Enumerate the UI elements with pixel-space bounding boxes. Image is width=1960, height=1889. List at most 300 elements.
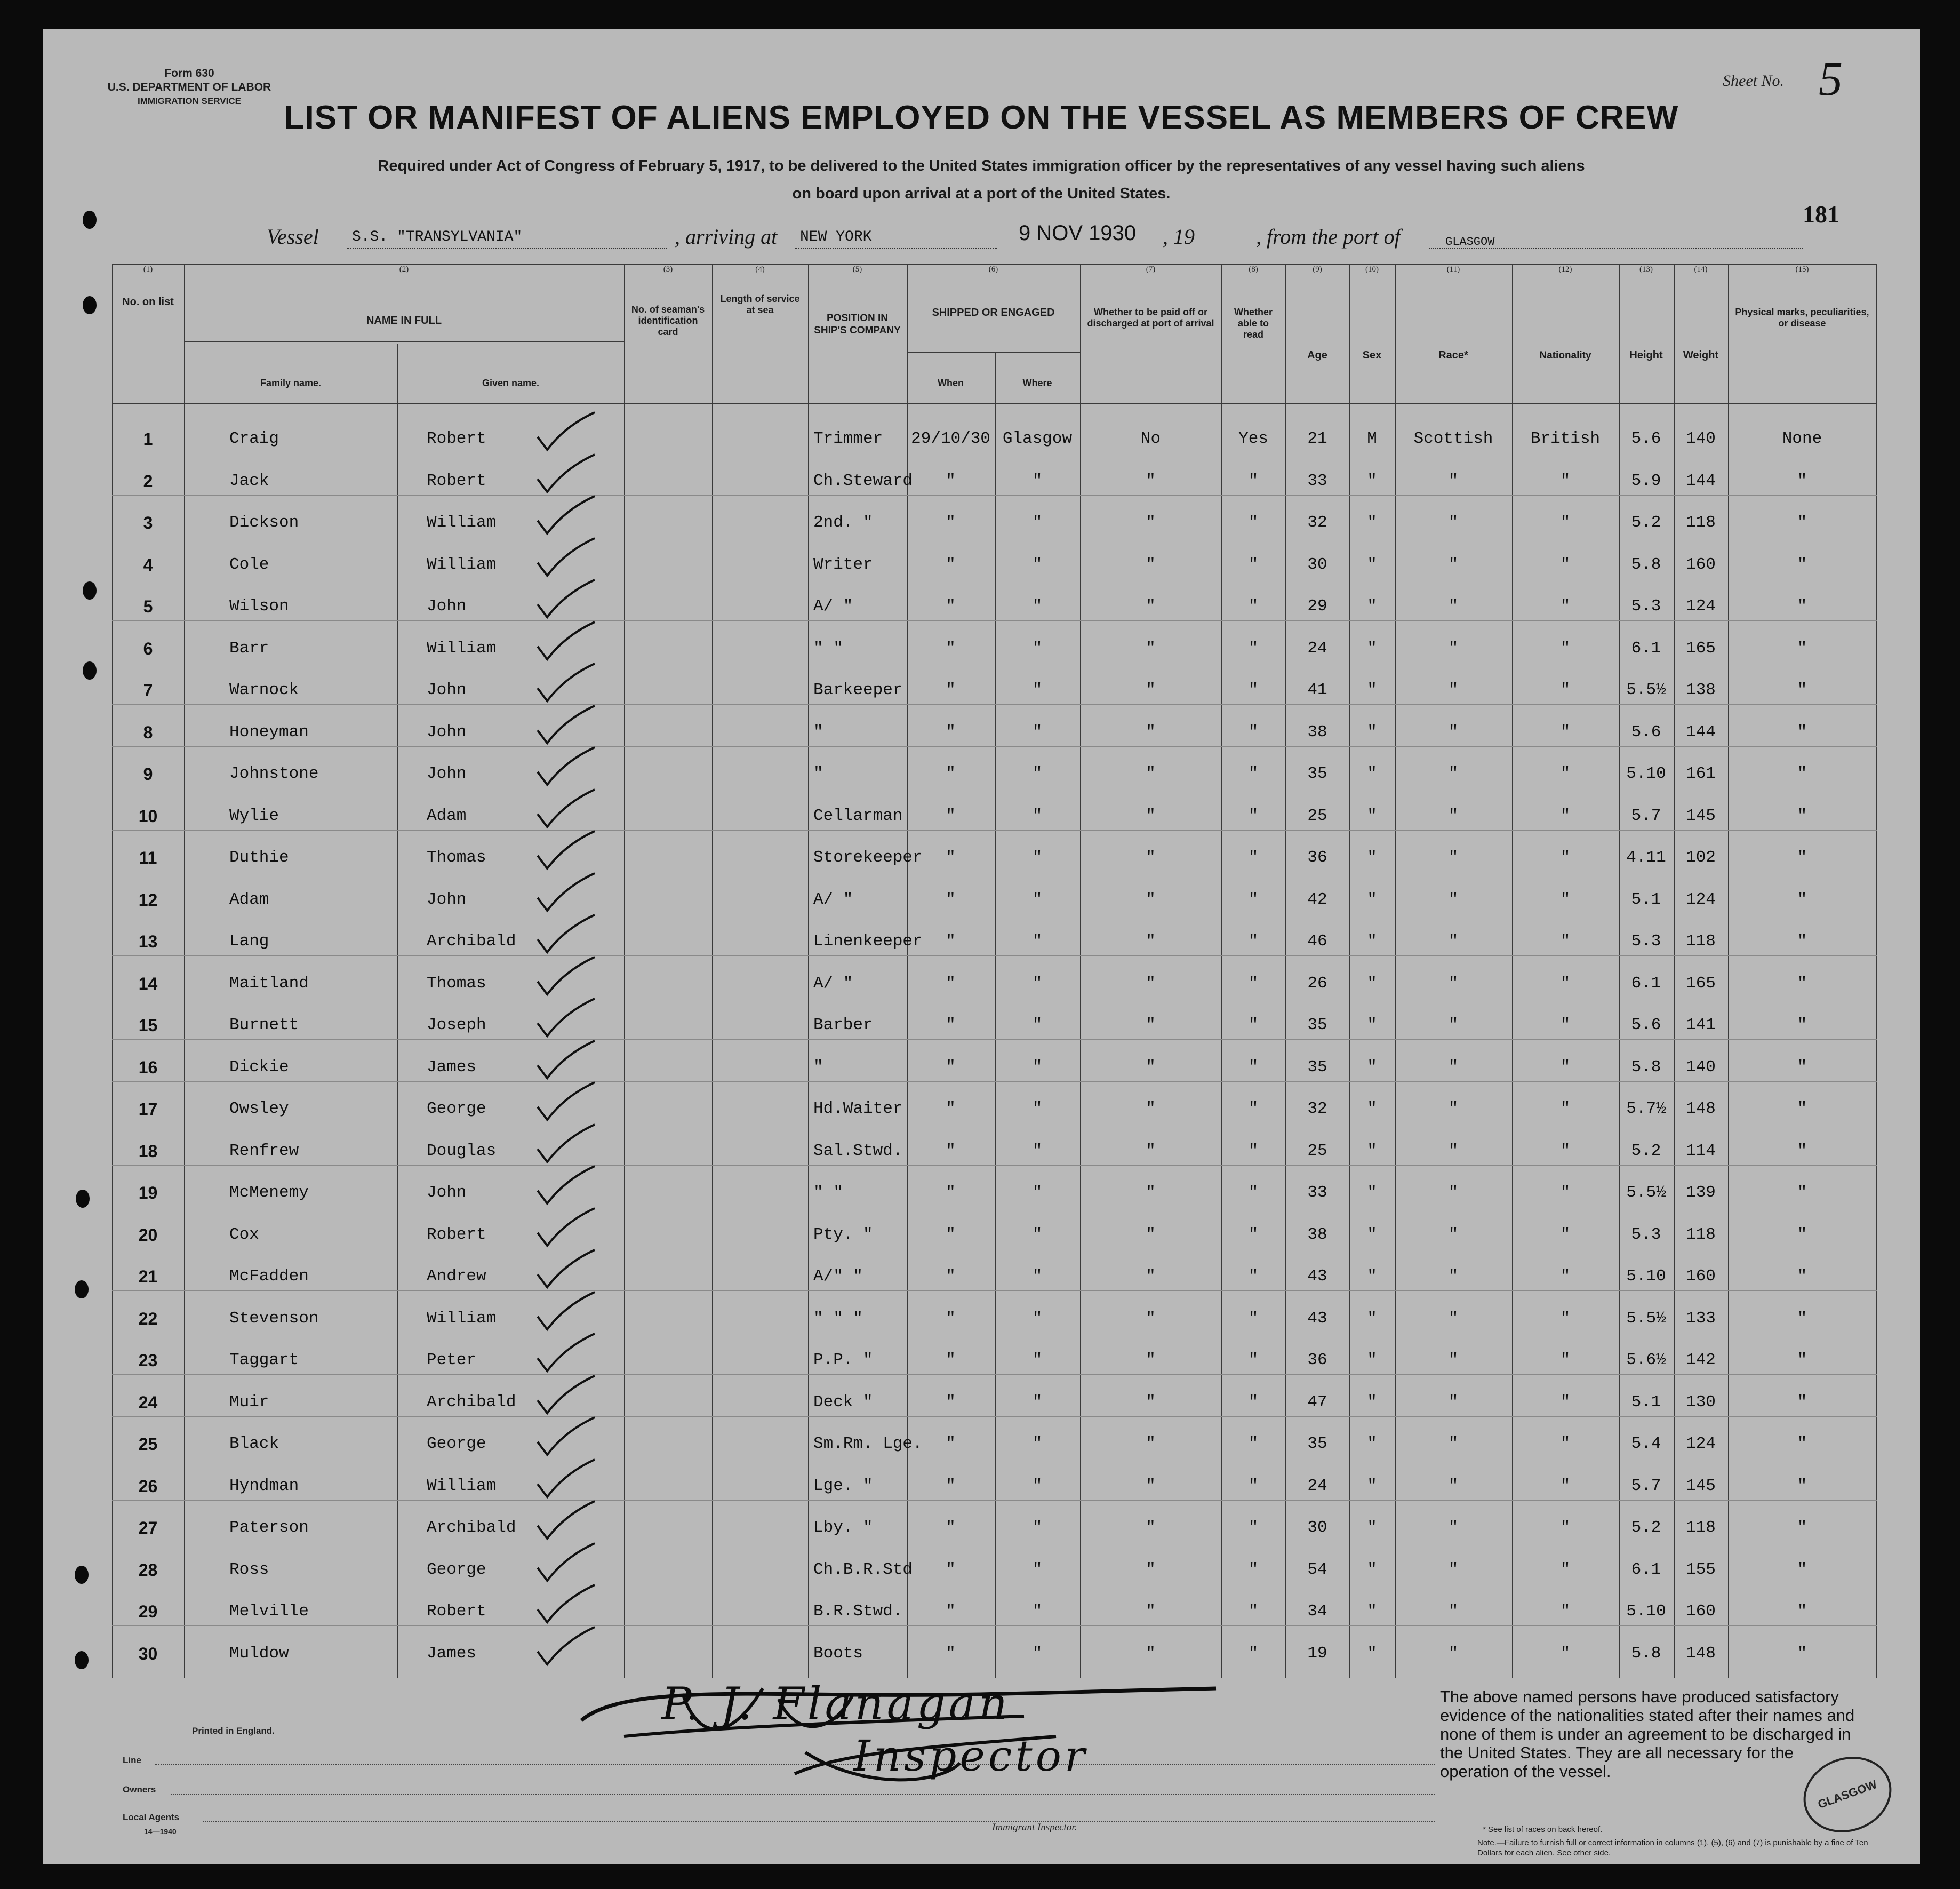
cell-nationality: " bbox=[1560, 597, 1571, 616]
cell-race: " bbox=[1448, 1351, 1459, 1369]
check-mark-icon bbox=[533, 1416, 597, 1459]
col-number: (5) bbox=[852, 265, 862, 274]
cell-nationality: " bbox=[1560, 1183, 1571, 1202]
cell-age: 35 bbox=[1307, 1434, 1327, 1453]
check-mark-icon bbox=[533, 956, 597, 999]
cell-sex: " bbox=[1367, 1644, 1377, 1663]
cell-age: 19 bbox=[1307, 1644, 1327, 1663]
cell-no: 23 bbox=[138, 1351, 158, 1370]
cell-family: Warnock bbox=[229, 681, 299, 699]
cell-weight: 144 bbox=[1686, 722, 1716, 742]
cell-read: " bbox=[1248, 1476, 1259, 1495]
cell-height: 5.3 bbox=[1631, 1225, 1661, 1244]
cell-position: " bbox=[813, 764, 823, 783]
owners-label: Owners bbox=[123, 1784, 156, 1795]
cell-physical: " bbox=[1797, 1057, 1807, 1077]
cell-when: " bbox=[946, 1476, 956, 1495]
cell-nationality: " bbox=[1560, 1099, 1571, 1118]
cell-position: Lge. " bbox=[813, 1476, 873, 1495]
cell-paid: " bbox=[1146, 1267, 1156, 1286]
cell-read: " bbox=[1248, 681, 1259, 699]
cell-no: 28 bbox=[138, 1560, 158, 1580]
cell-age: 30 bbox=[1307, 1518, 1327, 1537]
cell-physical: " bbox=[1797, 1434, 1807, 1453]
cell-position: A/ " bbox=[813, 890, 853, 909]
cell-given: James bbox=[427, 1057, 477, 1077]
cell-sex: " bbox=[1367, 513, 1377, 532]
sheet-number-label: Sheet No. bbox=[1723, 72, 1784, 90]
cell-age: 46 bbox=[1307, 932, 1327, 951]
cell-read: " bbox=[1248, 1183, 1259, 1202]
cell-race: " bbox=[1448, 1434, 1459, 1453]
cell-nationality: " bbox=[1560, 471, 1571, 490]
cell-paid: " bbox=[1146, 1560, 1156, 1579]
cell-given: John bbox=[427, 722, 467, 742]
cell-weight: 145 bbox=[1686, 1476, 1716, 1495]
cell-sex: " bbox=[1367, 681, 1377, 699]
col-number: (3) bbox=[663, 265, 673, 274]
col-number: (12) bbox=[1558, 265, 1572, 274]
cell-physical: " bbox=[1797, 1392, 1807, 1412]
cell-age: 36 bbox=[1307, 1351, 1327, 1369]
cell-height: 4.11 bbox=[1626, 848, 1666, 867]
cell-given: John bbox=[427, 764, 467, 783]
local-agents-label: Local Agents bbox=[123, 1812, 180, 1822]
cell-height: 5.5½ bbox=[1626, 1309, 1666, 1328]
cell-given: George bbox=[427, 1434, 486, 1453]
cell-no: 21 bbox=[138, 1267, 158, 1286]
col-number: (13) bbox=[1639, 265, 1653, 274]
cell-no: 22 bbox=[138, 1309, 158, 1328]
cell-when: 29/10/30 bbox=[911, 429, 990, 448]
cell-when: " bbox=[946, 1392, 956, 1412]
cell-nationality: " bbox=[1560, 1309, 1571, 1328]
arriving-label: , arriving at bbox=[675, 225, 778, 249]
cell-paid: " bbox=[1146, 1183, 1156, 1202]
cell-when: " bbox=[946, 1057, 956, 1077]
local-agents-field bbox=[203, 1821, 1435, 1822]
check-mark-icon bbox=[533, 1291, 597, 1334]
cell-height: 5.6½ bbox=[1626, 1351, 1666, 1369]
cell-given: Robert bbox=[427, 1225, 486, 1244]
cell-family: Wylie bbox=[229, 806, 279, 825]
cell-sex: " bbox=[1367, 1267, 1377, 1286]
manifest-sheet bbox=[43, 29, 1920, 1864]
col-number: (15) bbox=[1795, 265, 1809, 274]
cell-family: Melville bbox=[229, 1602, 309, 1621]
cell-weight: 124 bbox=[1686, 597, 1716, 616]
stamp-text: GLASGOW bbox=[1815, 1777, 1879, 1812]
cell-read: " bbox=[1248, 1518, 1259, 1537]
cell-when: " bbox=[946, 1434, 956, 1453]
cell-family: Barr bbox=[229, 639, 269, 658]
cell-when: " bbox=[946, 1016, 956, 1034]
cell-age: 43 bbox=[1307, 1267, 1327, 1286]
cell-physical: " bbox=[1797, 1644, 1807, 1663]
cell-when: " bbox=[946, 597, 956, 616]
header-physical: Physical marks, peculiarities, or disease bbox=[1735, 307, 1869, 329]
punch-hole bbox=[83, 211, 97, 229]
cell-sex: " bbox=[1367, 1057, 1377, 1077]
cell-when: " bbox=[946, 1644, 956, 1663]
cell-nationality: " bbox=[1560, 722, 1571, 742]
cell-age: 29 bbox=[1307, 597, 1327, 616]
cell-given: Thomas bbox=[427, 848, 486, 867]
name-header-rule bbox=[184, 341, 624, 342]
cell-weight: 102 bbox=[1686, 848, 1716, 867]
cell-where: " bbox=[1032, 1518, 1043, 1537]
cell-physical: " bbox=[1797, 1141, 1807, 1160]
line-label: Line bbox=[123, 1755, 141, 1765]
cell-where: " bbox=[1032, 722, 1043, 742]
cell-nationality: British bbox=[1530, 429, 1601, 448]
punch-hole bbox=[83, 581, 97, 600]
header-paid-off: Whether to be paid off or discharged at port of arrival bbox=[1087, 307, 1214, 329]
cell-where: " bbox=[1032, 1267, 1043, 1286]
cell-where: " bbox=[1032, 1183, 1043, 1202]
cell-read: " bbox=[1248, 764, 1259, 783]
form-number: Form 630 bbox=[164, 67, 214, 79]
cell-paid: " bbox=[1146, 471, 1156, 490]
punch-hole bbox=[75, 1566, 89, 1584]
cell-race: " bbox=[1448, 471, 1459, 490]
col-number: (7) bbox=[1146, 265, 1156, 274]
cell-family: Burnett bbox=[229, 1016, 299, 1034]
col-number: (1) bbox=[143, 265, 153, 274]
cell-position: A/ " bbox=[813, 974, 853, 993]
cell-age: 41 bbox=[1307, 681, 1327, 699]
header-name-in-full: NAME IN FULL bbox=[366, 315, 442, 326]
cell-physical: " bbox=[1797, 639, 1807, 658]
nationality-statement: The above named persons have produced satisfactory evidence of the nationalities stated after their names and none of them is under an agreement to be discharged in the United States. They are all necessary for the operation of the vessel. bbox=[1440, 1687, 1855, 1781]
arrival-date-stamp: 9 NOV 1930 bbox=[1019, 221, 1137, 245]
cell-when: " bbox=[946, 681, 956, 699]
cell-family: Duthie bbox=[229, 848, 289, 867]
cell-sex: " bbox=[1367, 555, 1377, 574]
cell-nationality: " bbox=[1560, 513, 1571, 532]
cell-family: Owsley bbox=[229, 1099, 289, 1118]
row-divider bbox=[112, 1416, 1877, 1417]
check-mark-icon bbox=[533, 914, 597, 957]
cell-where: " bbox=[1032, 1351, 1043, 1369]
arriving-underline bbox=[795, 248, 997, 249]
cell-physical: " bbox=[1797, 513, 1807, 532]
cell-sex: " bbox=[1367, 974, 1377, 993]
cell-age: 30 bbox=[1307, 555, 1327, 574]
cell-paid: " bbox=[1146, 806, 1156, 825]
cell-sex: " bbox=[1367, 848, 1377, 867]
form-code: 14—1940 bbox=[144, 1827, 177, 1836]
check-mark-icon bbox=[533, 1333, 597, 1375]
cell-paid: " bbox=[1146, 1476, 1156, 1495]
cell-nationality: " bbox=[1560, 1057, 1571, 1077]
check-mark-icon bbox=[533, 788, 597, 831]
check-mark-icon bbox=[533, 453, 597, 496]
cell-paid: " bbox=[1146, 722, 1156, 742]
cell-when: " bbox=[946, 1099, 956, 1118]
cell-read: Yes bbox=[1238, 429, 1268, 448]
cell-race: " bbox=[1448, 1057, 1459, 1077]
cell-age: 35 bbox=[1307, 764, 1327, 783]
cell-height: 5.6 bbox=[1631, 1016, 1661, 1034]
header-weight: Weight bbox=[1683, 349, 1719, 361]
cell-no: 7 bbox=[143, 681, 153, 700]
cell-physical: " bbox=[1797, 1602, 1807, 1621]
cell-given: James bbox=[427, 1644, 477, 1663]
cell-when: " bbox=[946, 471, 956, 490]
cell-when: " bbox=[946, 722, 956, 742]
cell-height: 6.1 bbox=[1631, 639, 1661, 658]
cell-where: " bbox=[1032, 1476, 1043, 1495]
document-subtitle bbox=[288, 152, 1675, 208]
cell-race: " bbox=[1448, 681, 1459, 699]
cell-no: 2 bbox=[143, 471, 153, 491]
cell-given: John bbox=[427, 1183, 467, 1202]
check-mark-icon bbox=[533, 1500, 597, 1543]
cell-no: 11 bbox=[139, 848, 157, 867]
cell-no: 20 bbox=[138, 1225, 158, 1245]
cell-height: 5.8 bbox=[1631, 1644, 1661, 1663]
cell-read: " bbox=[1248, 1309, 1259, 1328]
cell-when: " bbox=[946, 1351, 956, 1369]
cell-position: Linenkeeper bbox=[813, 932, 923, 951]
row-divider bbox=[112, 495, 1877, 496]
cell-physical: " bbox=[1797, 806, 1807, 825]
header-id-card: No. of seaman's identification card bbox=[631, 304, 705, 337]
cell-age: 54 bbox=[1307, 1560, 1327, 1579]
cell-sex: " bbox=[1367, 1560, 1377, 1579]
cell-height: 5.1 bbox=[1631, 1392, 1661, 1412]
check-mark-icon bbox=[533, 621, 597, 664]
cell-read: " bbox=[1248, 1225, 1259, 1244]
cell-height: 5.2 bbox=[1631, 1141, 1661, 1160]
cell-race: " bbox=[1448, 639, 1459, 658]
cell-where: " bbox=[1032, 513, 1043, 532]
cell-given: William bbox=[427, 1476, 497, 1495]
cell-read: " bbox=[1248, 974, 1259, 993]
vessel-value: S.S. "TRANSYLVANIA" bbox=[352, 229, 523, 245]
crew-table bbox=[112, 264, 1877, 1678]
subtitle-line-1: Required under Act of Congress of February 5, 1917, to be delivered to the United States immigration officer by the representatives of any vessel having such aliens bbox=[378, 157, 1585, 174]
cell-where: " bbox=[1032, 974, 1043, 993]
cell-race: " bbox=[1448, 764, 1459, 783]
cell-position: Lby. " bbox=[813, 1518, 873, 1537]
cell-weight: 160 bbox=[1686, 1602, 1716, 1621]
cell-height: 5.5½ bbox=[1626, 681, 1666, 699]
cell-race: " bbox=[1448, 848, 1459, 867]
cell-where: " bbox=[1032, 890, 1043, 909]
cell-physical: " bbox=[1797, 722, 1807, 742]
cell-given: William bbox=[427, 1309, 497, 1328]
cell-height: 5.3 bbox=[1631, 932, 1661, 951]
printed-in-label: Printed in England. bbox=[192, 1726, 275, 1736]
cell-family: Cole bbox=[229, 555, 269, 574]
cell-given: Archibald bbox=[427, 932, 516, 951]
cell-when: " bbox=[946, 555, 956, 574]
cell-paid: " bbox=[1146, 555, 1156, 574]
vessel-underline bbox=[347, 248, 667, 249]
cell-physical: " bbox=[1797, 1225, 1807, 1244]
arriving-value: NEW YORK bbox=[800, 229, 872, 245]
col-number: (4) bbox=[755, 265, 765, 274]
cell-given: Peter bbox=[427, 1351, 477, 1369]
cell-race: " bbox=[1448, 974, 1459, 993]
header-no-on-list: No. on list bbox=[122, 296, 174, 308]
cell-physical: " bbox=[1797, 681, 1807, 699]
cell-nationality: " bbox=[1560, 890, 1571, 909]
cell-family: Wilson bbox=[229, 597, 289, 616]
cell-nationality: " bbox=[1560, 1267, 1571, 1286]
cell-weight: 148 bbox=[1686, 1099, 1716, 1118]
cell-where: " bbox=[1032, 1560, 1043, 1579]
cell-no: 6 bbox=[143, 639, 153, 658]
cell-age: 38 bbox=[1307, 722, 1327, 742]
cell-sex: " bbox=[1367, 471, 1377, 490]
cell-paid: " bbox=[1146, 1099, 1156, 1118]
cell-when: " bbox=[946, 1225, 956, 1244]
punch-hole bbox=[75, 1280, 89, 1298]
cell-given: Archibald bbox=[427, 1518, 516, 1537]
cell-race: " bbox=[1448, 722, 1459, 742]
cell-when: " bbox=[946, 974, 956, 993]
cell-given: Robert bbox=[427, 429, 486, 448]
check-mark-icon bbox=[533, 872, 597, 915]
cell-physical: " bbox=[1797, 1309, 1807, 1328]
cell-paid: " bbox=[1146, 764, 1156, 783]
cell-where: " bbox=[1032, 1057, 1043, 1077]
cell-physical: " bbox=[1797, 555, 1807, 574]
cell-weight: 124 bbox=[1686, 1434, 1716, 1453]
cell-sex: " bbox=[1367, 1434, 1377, 1453]
cell-weight: 148 bbox=[1686, 1644, 1716, 1663]
cell-given: Adam bbox=[427, 806, 467, 825]
cell-age: 33 bbox=[1307, 1183, 1327, 1202]
cell-family: Maitland bbox=[229, 974, 309, 993]
check-mark-icon bbox=[533, 1165, 597, 1208]
cell-height: 5.7 bbox=[1631, 806, 1661, 825]
cell-sex: " bbox=[1367, 1602, 1377, 1621]
row-divider bbox=[112, 1374, 1877, 1375]
cell-paid: " bbox=[1146, 848, 1156, 867]
cell-given: John bbox=[427, 890, 467, 909]
cell-race: " bbox=[1448, 1141, 1459, 1160]
cell-sex: " bbox=[1367, 1225, 1377, 1244]
cell-age: 21 bbox=[1307, 429, 1327, 448]
cell-nationality: " bbox=[1560, 806, 1571, 825]
cell-height: 5.2 bbox=[1631, 513, 1661, 532]
check-mark-icon bbox=[533, 830, 597, 873]
cell-family: Cox bbox=[229, 1225, 259, 1244]
cell-physical: " bbox=[1797, 471, 1807, 490]
cell-where: Glasgow bbox=[1002, 429, 1073, 448]
row-divider bbox=[112, 830, 1877, 831]
cell-weight: 118 bbox=[1686, 932, 1716, 951]
cell-position: " bbox=[813, 722, 823, 742]
from-port-value: GLASGOW bbox=[1445, 235, 1495, 249]
header-family-name: Family name. bbox=[260, 378, 322, 388]
cell-family: Lang bbox=[229, 932, 269, 951]
punch-hole bbox=[83, 661, 97, 680]
cell-no: 18 bbox=[138, 1141, 158, 1161]
cell-height: 5.10 bbox=[1626, 764, 1666, 783]
cell-family: Taggart bbox=[229, 1351, 299, 1369]
cell-nationality: " bbox=[1560, 1518, 1571, 1537]
col-number: (11) bbox=[1446, 265, 1460, 274]
cell-no: 29 bbox=[138, 1602, 158, 1621]
cell-weight: 144 bbox=[1686, 471, 1716, 490]
check-mark-icon bbox=[533, 537, 597, 580]
cell-weight: 124 bbox=[1686, 890, 1716, 909]
signature-title: Inspector bbox=[853, 1731, 1089, 1781]
cell-nationality: " bbox=[1560, 974, 1571, 993]
cell-paid: " bbox=[1146, 1434, 1156, 1453]
cell-when: " bbox=[946, 1309, 956, 1328]
subtitle-line-2: on board upon arrival at a port of the United States. bbox=[792, 185, 1171, 202]
cell-height: 5.6 bbox=[1631, 722, 1661, 742]
cell-height: 5.5½ bbox=[1626, 1183, 1666, 1202]
cell-race: " bbox=[1448, 1099, 1459, 1118]
cell-read: " bbox=[1248, 1392, 1259, 1412]
cell-family: Renfrew bbox=[229, 1141, 299, 1160]
cell-age: 35 bbox=[1307, 1057, 1327, 1077]
cell-family: Dickson bbox=[229, 513, 299, 532]
cell-read: " bbox=[1248, 932, 1259, 951]
cell-no: 27 bbox=[138, 1518, 158, 1537]
cell-physical: " bbox=[1797, 1476, 1807, 1495]
cell-family: Johnstone bbox=[229, 764, 319, 783]
cell-read: " bbox=[1248, 1560, 1259, 1579]
cell-when: " bbox=[946, 932, 956, 951]
cell-read: " bbox=[1248, 1434, 1259, 1453]
cell-nationality: " bbox=[1560, 1351, 1571, 1369]
cell-weight: 139 bbox=[1686, 1183, 1716, 1202]
cell-given: William bbox=[427, 639, 497, 658]
check-mark-icon bbox=[533, 1040, 597, 1082]
cell-given: Archibald bbox=[427, 1392, 516, 1412]
cell-where: " bbox=[1032, 848, 1043, 867]
cell-physical: " bbox=[1797, 1351, 1807, 1369]
cell-paid: " bbox=[1146, 1016, 1156, 1034]
header-length-service: Length of service at sea bbox=[720, 293, 800, 315]
check-mark-icon bbox=[533, 579, 597, 621]
cell-paid: " bbox=[1146, 1518, 1156, 1537]
col-number: (2) bbox=[399, 265, 409, 274]
cell-physical: " bbox=[1797, 764, 1807, 783]
cell-read: " bbox=[1248, 722, 1259, 742]
cell-race: " bbox=[1448, 1560, 1459, 1579]
cell-nationality: " bbox=[1560, 1434, 1571, 1453]
cell-race: " bbox=[1448, 1644, 1459, 1663]
cell-nationality: " bbox=[1560, 1141, 1571, 1160]
cell-physical: None bbox=[1782, 429, 1822, 448]
cell-race: " bbox=[1448, 1225, 1459, 1244]
cell-nationality: " bbox=[1560, 1644, 1571, 1663]
cell-nationality: " bbox=[1560, 555, 1571, 574]
cell-where: " bbox=[1032, 1392, 1043, 1412]
cell-given: George bbox=[427, 1560, 486, 1579]
header-when: When bbox=[938, 378, 964, 388]
cell-sex: " bbox=[1367, 722, 1377, 742]
cell-no: 14 bbox=[138, 974, 158, 993]
cell-given: John bbox=[427, 681, 467, 699]
cell-paid: " bbox=[1146, 890, 1156, 909]
cell-when: " bbox=[946, 1560, 956, 1579]
cell-sex: " bbox=[1367, 1183, 1377, 1202]
cell-read: " bbox=[1248, 806, 1259, 825]
cell-where: " bbox=[1032, 932, 1043, 951]
cell-age: 34 bbox=[1307, 1602, 1327, 1621]
cell-weight: 155 bbox=[1686, 1560, 1716, 1579]
